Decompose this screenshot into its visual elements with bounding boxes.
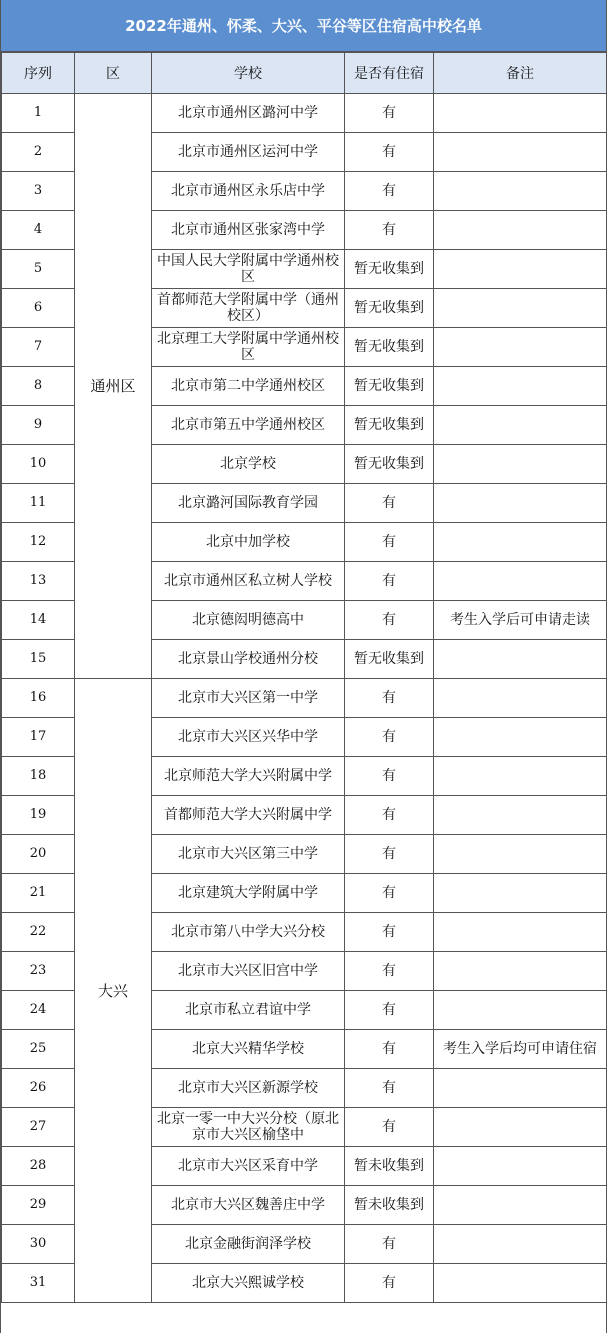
note-cell (434, 913, 607, 952)
dorm-status: 暂无收集到 (345, 445, 434, 484)
dorm-status: 有 (345, 796, 434, 835)
note-cell (434, 172, 607, 211)
school-name: 北京市私立君谊中学 (152, 991, 345, 1030)
school-name: 北京市大兴区旧宫中学 (152, 952, 345, 991)
table-body (2, 94, 607, 1303)
header-school: 学校 (152, 53, 345, 94)
school-name: 北京景山学校通州分校 (152, 640, 345, 679)
row-index: 17 (2, 718, 75, 757)
district-cell: 通州区 (75, 94, 152, 679)
table-title: 2022年通州、怀柔、大兴、平谷等区住宿高中校名单 (1, 0, 606, 52)
note-cell (434, 289, 607, 328)
dorm-status: 有 (345, 601, 434, 640)
school-name: 北京理工大学附属中学通州校区 (152, 328, 345, 367)
note-cell (434, 874, 607, 913)
school-name: 首都师范大学附属中学（通州校区） (152, 289, 345, 328)
dorm-status: 暂未收集到 (345, 1186, 434, 1225)
school-table (1, 52, 607, 1303)
dorm-status: 有 (345, 172, 434, 211)
dorm-status: 有 (345, 1069, 434, 1108)
note-cell (434, 679, 607, 718)
row-index: 2 (2, 133, 75, 172)
note-cell (434, 367, 607, 406)
school-name: 北京市第二中学通州校区 (152, 367, 345, 406)
school-name: 北京市第五中学通州校区 (152, 406, 345, 445)
row-index: 18 (2, 757, 75, 796)
row-index: 7 (2, 328, 75, 367)
dorm-status: 有 (345, 1108, 434, 1147)
row-index: 16 (2, 679, 75, 718)
note-cell (434, 1264, 607, 1303)
note-cell (434, 1147, 607, 1186)
row-index: 8 (2, 367, 75, 406)
row-index: 12 (2, 523, 75, 562)
note-cell (434, 1108, 607, 1147)
school-name: 北京潞河国际教育学园 (152, 484, 345, 523)
dorm-status: 有 (345, 991, 434, 1030)
dorm-status: 暂无收集到 (345, 328, 434, 367)
note-cell (434, 640, 607, 679)
dorm-status: 有 (345, 211, 434, 250)
row-index: 26 (2, 1069, 75, 1108)
row-index: 3 (2, 172, 75, 211)
school-name: 中国人民大学附属中学通州校区 (152, 250, 345, 289)
dorm-status: 有 (345, 133, 434, 172)
school-name: 北京市大兴区兴华中学 (152, 718, 345, 757)
note-cell (434, 835, 607, 874)
dorm-status: 暂无收集到 (345, 640, 434, 679)
note-cell (434, 250, 607, 289)
note-cell (434, 94, 607, 133)
dorm-status: 有 (345, 562, 434, 601)
row-index: 6 (2, 289, 75, 328)
note-cell (434, 523, 607, 562)
row-index: 15 (2, 640, 75, 679)
school-name: 北京建筑大学附属中学 (152, 874, 345, 913)
note-cell: 考生入学后可申请走读 (434, 601, 607, 640)
row-index: 9 (2, 406, 75, 445)
table-row (2, 679, 607, 718)
school-name: 北京市通州区潞河中学 (152, 94, 345, 133)
dorm-status: 有 (345, 1030, 434, 1069)
row-index: 23 (2, 952, 75, 991)
row-index: 30 (2, 1225, 75, 1264)
row-index: 24 (2, 991, 75, 1030)
dorm-status: 有 (345, 952, 434, 991)
dorm-status: 有 (345, 757, 434, 796)
school-name: 北京市通州区私立树人学校 (152, 562, 345, 601)
table-row (2, 94, 607, 133)
row-index: 28 (2, 1147, 75, 1186)
dorm-status: 有 (345, 94, 434, 133)
row-index: 21 (2, 874, 75, 913)
note-cell (434, 562, 607, 601)
school-name: 北京金融街润泽学校 (152, 1225, 345, 1264)
school-name: 北京一零一中大兴分校（原北京市大兴区榆垡中 (152, 1108, 345, 1147)
header-row (2, 53, 607, 94)
note-cell (434, 796, 607, 835)
note-cell (434, 1225, 607, 1264)
note-cell (434, 484, 607, 523)
row-index: 19 (2, 796, 75, 835)
school-name: 北京市通州区永乐店中学 (152, 172, 345, 211)
header-index: 序列 (2, 53, 75, 94)
row-index: 14 (2, 601, 75, 640)
dorm-status: 暂无收集到 (345, 367, 434, 406)
school-name: 首都师范大学大兴附属中学 (152, 796, 345, 835)
note-cell (434, 991, 607, 1030)
row-index: 11 (2, 484, 75, 523)
school-name: 北京市大兴区新源学校 (152, 1069, 345, 1108)
row-index: 4 (2, 211, 75, 250)
dorm-status: 有 (345, 913, 434, 952)
school-name: 北京大兴熙诚学校 (152, 1264, 345, 1303)
school-name: 北京师范大学大兴附属中学 (152, 757, 345, 796)
row-index: 27 (2, 1108, 75, 1147)
school-name: 北京学校 (152, 445, 345, 484)
note-cell (434, 406, 607, 445)
note-cell (434, 1069, 607, 1108)
dorm-status: 暂未收集到 (345, 1147, 434, 1186)
header-district: 区 (75, 53, 152, 94)
school-name: 北京中加学校 (152, 523, 345, 562)
dorm-status: 暂无收集到 (345, 250, 434, 289)
dorm-status: 暂无收集到 (345, 289, 434, 328)
dorm-status: 有 (345, 1225, 434, 1264)
school-name: 北京市大兴区魏善庄中学 (152, 1186, 345, 1225)
school-name: 北京大兴精华学校 (152, 1030, 345, 1069)
dorm-status: 有 (345, 874, 434, 913)
school-name: 北京德闳明德高中 (152, 601, 345, 640)
note-cell (434, 133, 607, 172)
row-index: 31 (2, 1264, 75, 1303)
district-cell: 大兴 (75, 679, 152, 1303)
dorm-status: 有 (345, 835, 434, 874)
dorm-status: 有 (345, 679, 434, 718)
row-index: 5 (2, 250, 75, 289)
note-cell (434, 952, 607, 991)
school-name: 北京市第八中学大兴分校 (152, 913, 345, 952)
dorm-status: 有 (345, 484, 434, 523)
note-cell (434, 445, 607, 484)
dorm-status: 有 (345, 718, 434, 757)
dorm-status: 有 (345, 523, 434, 562)
note-cell: 考生入学后均可申请住宿 (434, 1030, 607, 1069)
header-note: 备注 (434, 53, 607, 94)
note-cell (434, 1186, 607, 1225)
note-cell (434, 328, 607, 367)
school-name: 北京市大兴区第三中学 (152, 835, 345, 874)
school-name: 北京市大兴区采育中学 (152, 1147, 345, 1186)
school-name: 北京市通州区张家湾中学 (152, 211, 345, 250)
row-index: 22 (2, 913, 75, 952)
row-index: 1 (2, 94, 75, 133)
dorm-status: 暂无收集到 (345, 406, 434, 445)
note-cell (434, 718, 607, 757)
row-index: 10 (2, 445, 75, 484)
row-index: 29 (2, 1186, 75, 1225)
row-index: 13 (2, 562, 75, 601)
row-index: 20 (2, 835, 75, 874)
school-name: 北京市大兴区第一中学 (152, 679, 345, 718)
header-dorm: 是否有住宿 (345, 53, 434, 94)
note-cell (434, 757, 607, 796)
row-index: 25 (2, 1030, 75, 1069)
dorm-status: 有 (345, 1264, 434, 1303)
school-name: 北京市通州区运河中学 (152, 133, 345, 172)
note-cell (434, 211, 607, 250)
